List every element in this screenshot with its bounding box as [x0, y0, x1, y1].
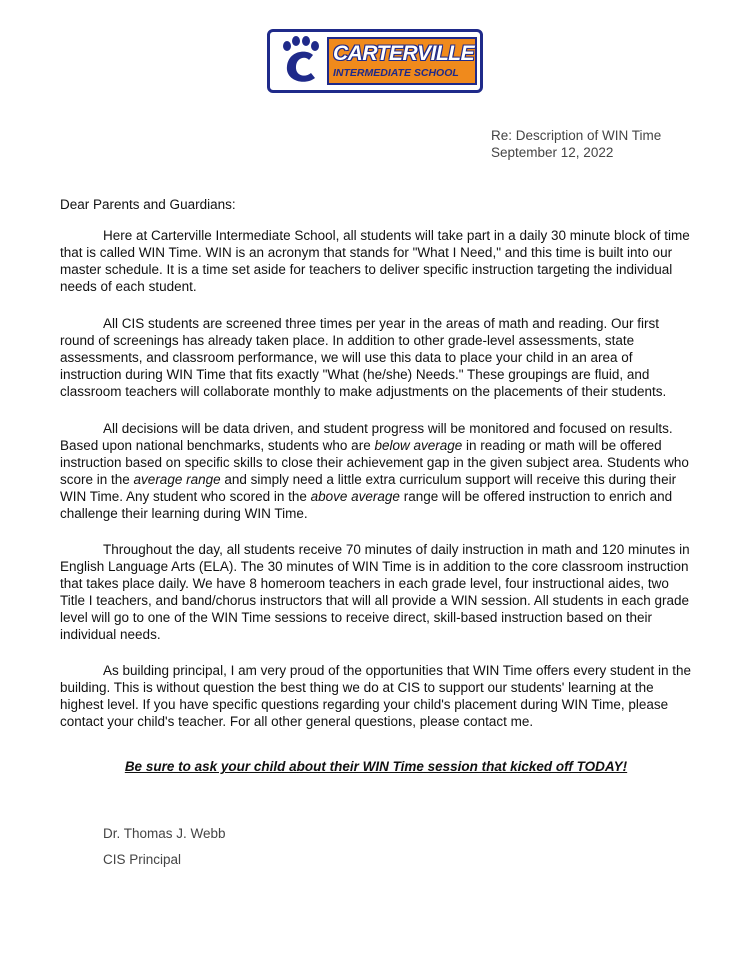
re-line: Re: Description of WIN Time	[491, 128, 662, 143]
paragraph-2: All CIS students are screened three times per year in the areas of math and reading. Our first round of screenings has already taken place. In addition to other grade-level assessments, state assessments, and classroom performance, we will use this data to place your child in an area of instruction during WIN Time that fits exactly "What (he/she) Needs." These groupings are fluid, and classroom teachers will collaborate monthly to make adjustments on the placements of their students.	[60, 316, 667, 399]
p3-emphasis-above-average: above average	[310, 489, 400, 504]
school-logo	[267, 29, 483, 93]
p3-text-1: All decisions will be data driven, and student progress will be monitored and focused on results. Based upon national benchmarks, students who are	[60, 421, 673, 453]
paragraph-5: As building principal, I am very proud of the opportunities that WIN Time offers every student in the building. This is without question the best thing we do at CIS to support our students' learning at the highest level. If you have specific questions regarding your child's placement during WIN Time, please contact your child's teacher. For all other general questions, please contact me.	[60, 663, 692, 729]
logo-school-name: CARTERVILLE	[333, 42, 475, 65]
p3-text-3: and simply need a little extra curriculum support will receive this during their WIN Time. Any student who scored in the	[60, 472, 677, 504]
logo-school-type: INTERMEDIATE SCHOOL	[333, 67, 459, 79]
letter-header	[491, 127, 731, 161]
p3-text-2: in reading or math will be offered instruction based on specific skills to close their achievement gap in the given subject area. Students who score in the	[60, 438, 689, 487]
signature-title: CIS Principal	[103, 852, 182, 867]
p3-text-4: range will be offered instruction to enrich and challenge their learning during WIN Time.	[60, 489, 673, 521]
callout-reminder: Be sure to ask your child about their WIN Time session that kicked off TODAY!	[124, 759, 628, 774]
salutation: Dear Parents and Guardians:	[60, 197, 236, 212]
paw-c-logo-icon	[273, 33, 329, 89]
logo-banner	[327, 37, 477, 85]
paragraph-1: Here at Carterville Intermediate School, all students will take part in a daily 30 minute block of time that is called WIN Time. WIN is an acronym that stands for "What I Need," and this time is built into our master schedule. It is a time set aside for teachers to deliver specific instruction targeting the individual needs of each student.	[60, 228, 690, 294]
signature-name: Dr. Thomas J. Webb	[103, 826, 226, 841]
p3-emphasis-average-range: average range	[133, 472, 221, 487]
letter-date: September 12, 2022	[491, 145, 614, 160]
paragraph-3	[60, 420, 692, 522]
p3-emphasis-below-average: below average	[374, 438, 463, 453]
paragraph-4: Throughout the day, all students receive 70 minutes of daily instruction in math and 120 minutes in English Language Arts (ELA). The 30 minutes of WIN Time is in addition to the core classroom instruction that takes place daily. We have 8 homeroom teachers in each grade level, four instructional aides, two Title I teachers, and band/chorus instructors that will all provide a WIN session. All students in each grade level will go to one of the WIN Time sessions to receive direct, skill-based instruction based on their individual needs.	[60, 542, 690, 642]
